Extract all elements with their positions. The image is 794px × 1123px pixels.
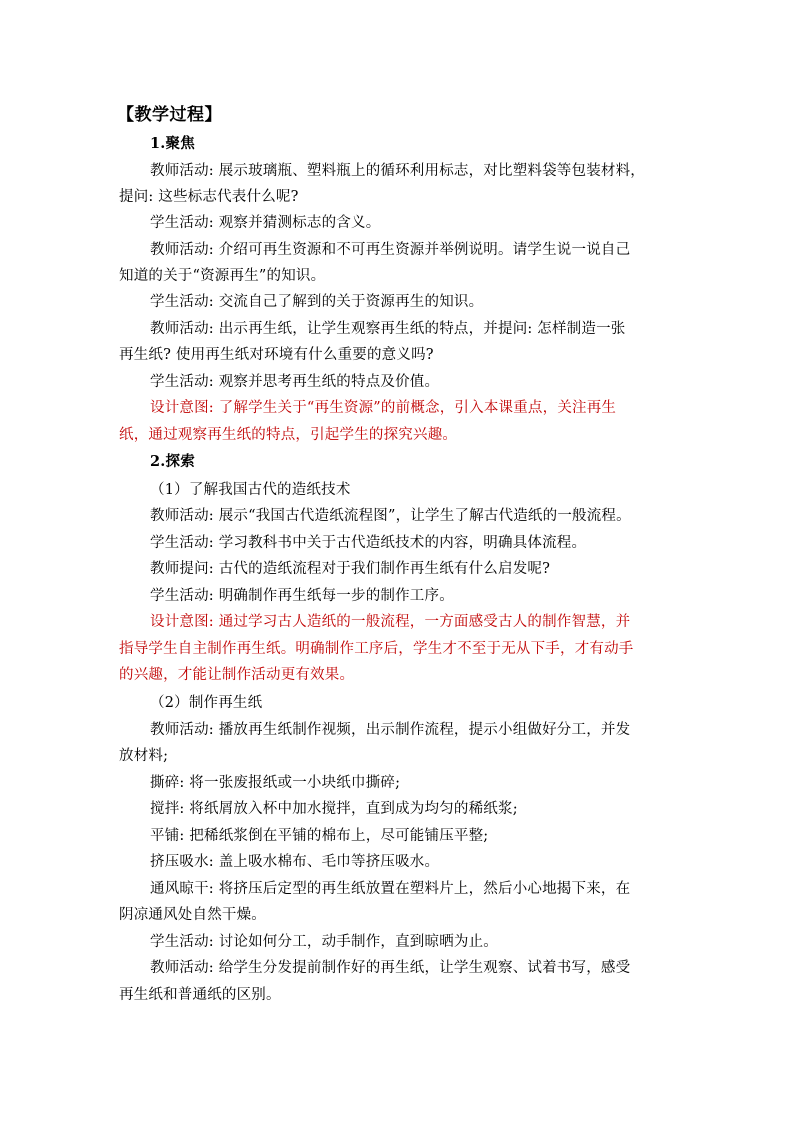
- paragraph-line: 教师提问: 古代的造纸流程对于我们制作再生纸有什么启发呢?: [150, 561, 551, 577]
- paragraph-line: 学生活动: 明确制作再生纸每一步的制作工序。: [150, 588, 454, 604]
- paragraph-line: 学生活动: 观察并思考再生纸的特点及价值。: [150, 374, 440, 390]
- paragraph-line: 教师活动: 给学生分发提前制作好的再生纸，让学生观察、试着书写，感受: [150, 960, 631, 976]
- paragraph-line: 平铺: 把稀纸浆倒在平铺的棉布上，尽可能铺压平整;: [150, 828, 489, 844]
- section-heading: 【教学过程】: [117, 105, 222, 125]
- paragraph-line: 放材料;: [119, 748, 169, 764]
- paragraph-line: 通风晾干: 将挤压后定型的再生纸放置在塑料片上，然后小心地揭下来，在: [150, 881, 631, 897]
- subsection-item-title: （2）制作再生纸: [150, 695, 263, 711]
- paragraph-line: 学生活动: 学习教科书中关于古代造纸技术的内容，明确具体流程。: [150, 535, 587, 551]
- paragraph-line: 撕碎: 将一张废报纸或一小块纸巾撕碎;: [150, 775, 401, 791]
- design-intent-line: 的兴趣，才能让制作活动更有效果。: [119, 667, 355, 683]
- paragraph-line: 教师活动: 介绍可再生资源和不可再生资源并举例说明。请学生说一说自己: [150, 242, 631, 258]
- subsection-title-focus: 1.聚焦: [150, 135, 195, 152]
- paragraph-line: 阴凉通风处自然干燥。: [119, 907, 266, 923]
- paragraph-line: 知道的关于“资源再生”的知识。: [119, 268, 326, 284]
- design-intent-line: 纸，通过观察再生纸的特点，引起学生的探究兴趣。: [119, 427, 458, 443]
- paragraph-line: 搅拌: 将纸屑放入杯中加水搅拌，直到成为均匀的稀纸浆;: [150, 801, 518, 817]
- paragraph-line: 再生纸? 使用再生纸对环境有什么重要的意义吗?: [119, 347, 434, 363]
- paragraph-line: 提问: 这些标志代表什么呢?: [119, 189, 299, 205]
- paragraph-line: 学生活动: 观察并猜测标志的含义。: [150, 215, 381, 231]
- paragraph-line: 再生纸和普通纸的区别。: [119, 987, 281, 1003]
- subsection-item-title: （1）了解我国古代的造纸技术: [150, 482, 351, 498]
- design-intent-line: 设计意图: 了解学生关于“再生资源”的前概念，引入本课重点，关注再生: [150, 400, 617, 416]
- design-intent-line: 设计意图: 通过学习古人造纸的一般流程，一方面感受古人的制作智慧，并: [150, 614, 631, 630]
- subsection-title-explore: 2.探索: [150, 453, 195, 470]
- paragraph-line: 教师活动: 出示再生纸，让学生观察再生纸的特点，并提问: 怎样制造一张: [150, 321, 626, 337]
- paragraph-line: 挤压吸水: 盖上吸水棉布、毛巾等挤压吸水。: [150, 854, 440, 870]
- paragraph-line: 教师活动: 展示“我国古代造纸流程图”，让学生了解古代造纸的一般流程。: [150, 508, 631, 524]
- paragraph-line: 学生活动: 讨论如何分工，动手制作，直到晾晒为止。: [150, 934, 498, 950]
- design-intent-line: 指导学生自主制作再生纸。明确制作工序后，学生才不至于无从下手，才有动手: [119, 641, 634, 657]
- paragraph-line: 教师活动: 展示玻璃瓶、塑料瓶上的循环利用标志，对比塑料袋等包装材料，: [150, 163, 645, 179]
- paragraph-line: 学生活动: 交流自己了解到的关于资源再生的知识。: [150, 294, 484, 310]
- paragraph-line: 教师活动: 播放再生纸制作视频，出示制作流程，提示小组做好分工，并发: [150, 722, 631, 738]
